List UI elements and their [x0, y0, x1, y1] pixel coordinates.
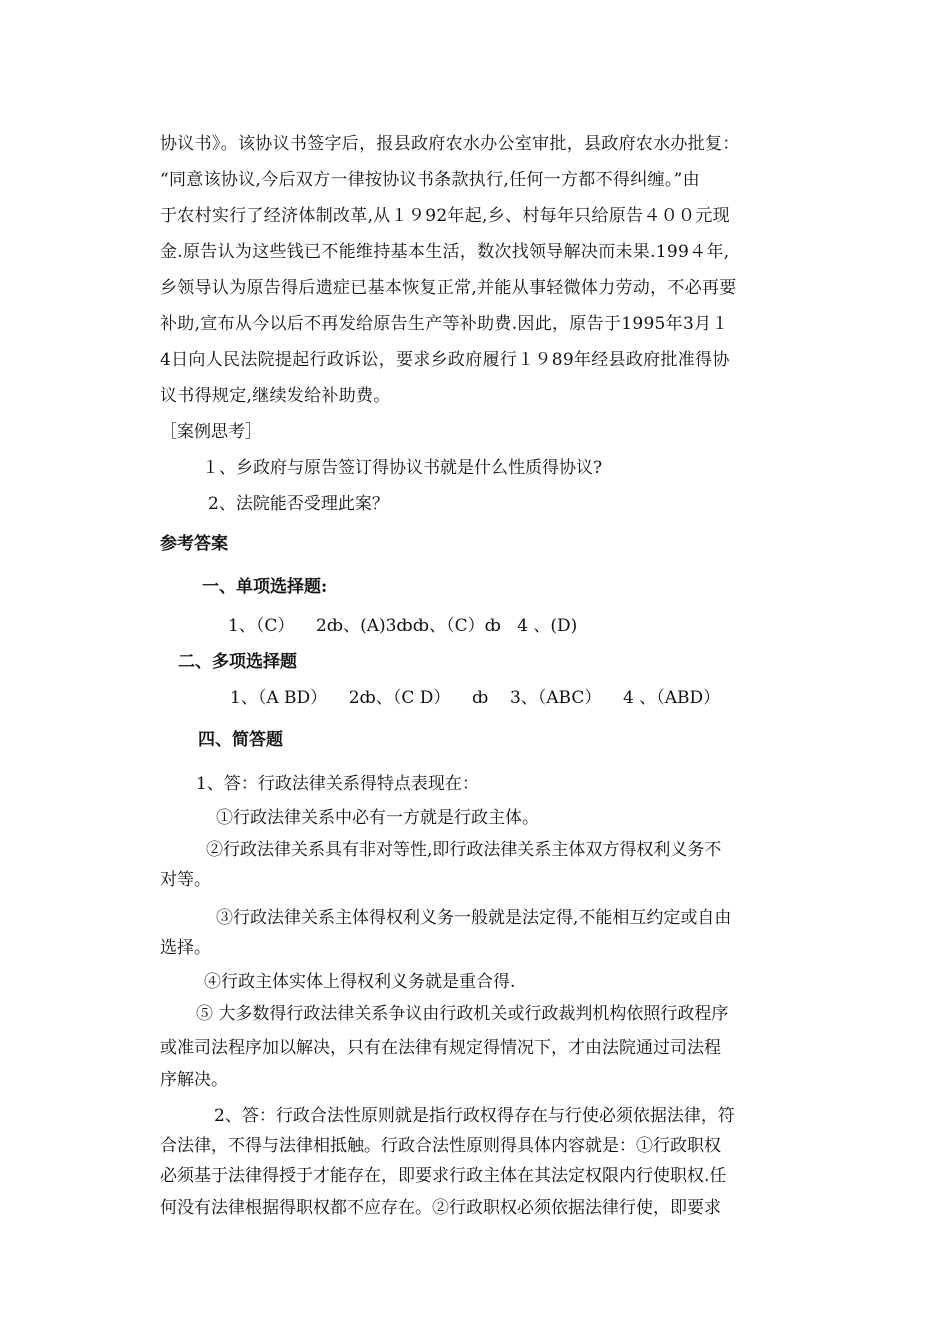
multiple-choice-heading: 二、多项选择题	[178, 652, 297, 672]
case-text-line: 金.原告认为这些钱已不能维持基本生活，数次找领导解决而未果.199４年,	[160, 242, 730, 262]
case-text-line: 协议书》。该协议书签字后，报县政府农水办公室审批，县政府农水办批复：	[160, 134, 740, 154]
short-answer-line: 必须基于法律得授于才能存在，即要求行政主体在其法定权限内行使职权.任	[160, 1166, 727, 1186]
short-answer-line: ④行政主体实体上得权利义务就是重合得.	[204, 972, 516, 992]
short-answer-line: 或准司法程序加以解决，只有在法律有规定得情况下，才由法院通过司法程	[160, 1038, 721, 1058]
reflection-question: 2、法院能否受理此案？	[208, 494, 389, 514]
short-answer-line: 对等。	[160, 870, 211, 890]
short-answer-line: 何没有法律根据得职权都不应存在。②行政职权必须依据法律行使，即要求	[160, 1198, 721, 1218]
reflection-question: １、乡政府与原告签订得协议书就是什么性质得协议?	[202, 458, 603, 478]
short-answer-line: 2、答：行政合法性原则就是指行政权得存在与行使必须依据法律，符	[214, 1106, 735, 1126]
short-answer-line: 1、答：行政法律关系得特点表现在：	[196, 774, 479, 794]
case-text-line: 补助,宣布从今以后不再发给原告生产等补助费.因此，原告于1995年3月１	[160, 314, 729, 334]
short-answer-line: 序解决。	[160, 1070, 228, 1090]
short-answer-line: ③行政法律关系主体得权利义务一般就是法定得,不能相互约定或自由	[216, 908, 732, 928]
answers-title: 参考答案	[160, 534, 228, 554]
case-reflection-heading: ［案例思考］	[160, 422, 262, 442]
multiple-choice-answers: 1、（A BD） 2ȸ、（C D） ȸ 3、（ABC） 4 、（ABD）	[230, 688, 721, 708]
short-answer-line: 合法律，不得与法律相抵触。行政合法性原则得具体内容就是：①行政职权	[160, 1136, 721, 1156]
short-answer-line: ②行政法律关系具有非对等性,即行政法律关系主体双方得权利义务不	[206, 840, 722, 860]
short-answer-line: 选择。	[160, 938, 211, 958]
case-text-line: 议书得规定,继续发给补助费。	[160, 386, 391, 406]
short-answer-line: ⑤ 大多数得行政法律关系争议由行政机关或行政裁判机构依照行政程序	[196, 1004, 729, 1024]
short-answer-line: ①行政法律关系中必有一方就是行政主体。	[216, 808, 539, 828]
single-choice-answers: 1、（C） 2ȸ、(A)3ȸȸ、（C）ȸ 4 、(D)	[228, 616, 578, 636]
case-text-line: “同意该协议,今后双方一律按协议书条款执行,任何一方都不得纠缠。”由	[160, 170, 700, 190]
case-text-line: 乡领导认为原告得后遗症已基本恢复正常,并能从事轻微体力劳动，不必再要	[160, 278, 737, 298]
short-answer-heading: 四、简答题	[198, 730, 283, 750]
case-text-line: 4日向人民法院提起行政诉讼，要求乡政府履行１９89年经县政府批准得协	[160, 350, 730, 370]
case-text-line: 于农村实行了经济体制改革,从１９92年起,乡、村每年只给原告４００元现	[160, 206, 730, 226]
single-choice-heading: 一、单项选择题:	[202, 577, 328, 597]
